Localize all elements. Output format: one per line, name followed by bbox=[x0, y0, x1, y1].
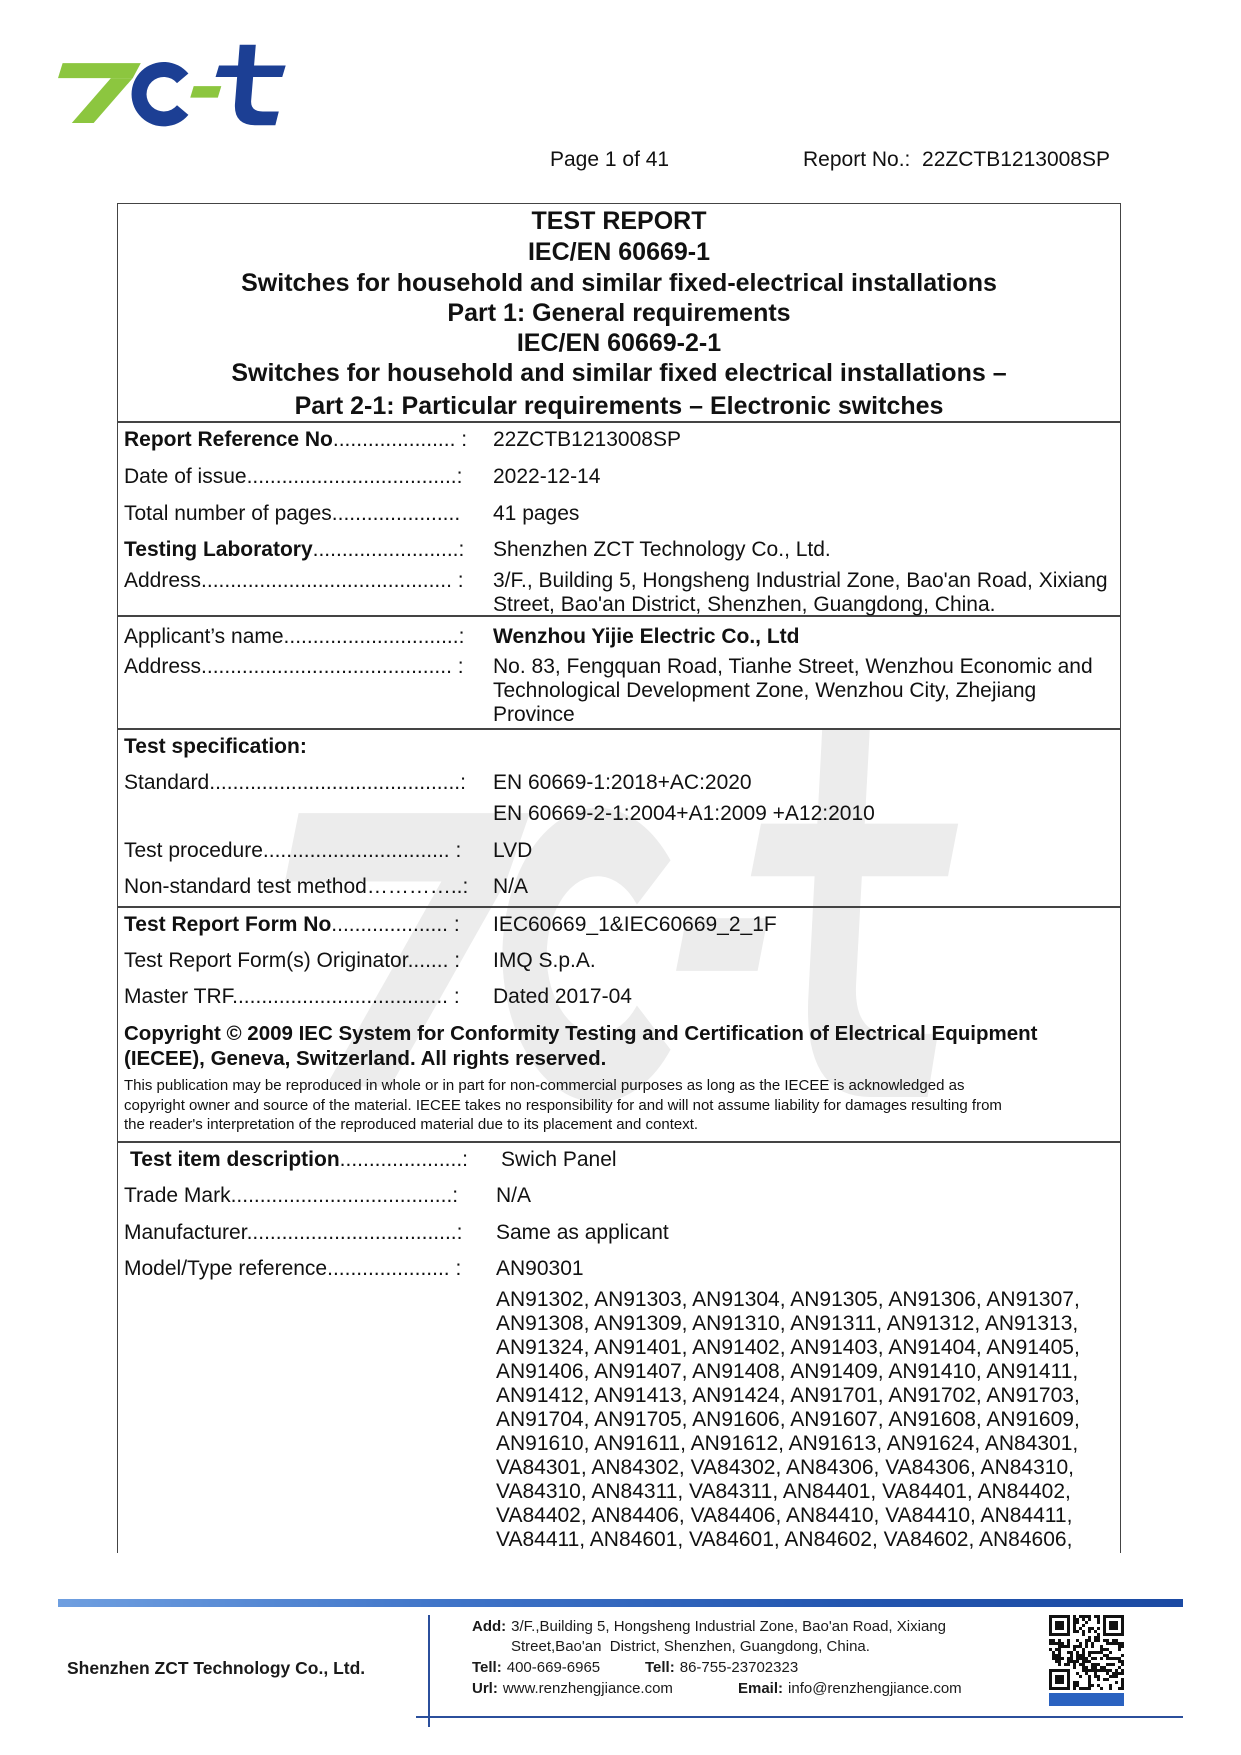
notice-line: the reader's interpretation of the reproduced material due to its placement and context. bbox=[124, 1116, 699, 1133]
footer-bar bbox=[58, 1599, 1183, 1607]
address-line: Province bbox=[493, 703, 575, 726]
field-leader: ....................................: bbox=[246, 465, 463, 488]
field-label: Testing Laboratory bbox=[124, 538, 313, 561]
field-value: Dated 2017-04 bbox=[493, 985, 632, 1008]
divider bbox=[117, 1141, 1121, 1143]
trade-mark-row bbox=[124, 1184, 1114, 1208]
copyright-line: Copyright © 2009 IEC System for Conformity Testing and Certification of Electrical Equipment bbox=[124, 1022, 1038, 1045]
footer-url[interactable] bbox=[472, 1679, 673, 1699]
field-label: Master TRF bbox=[124, 985, 233, 1008]
field-leader: ...........................................: bbox=[209, 771, 466, 794]
footer-phone-1 bbox=[472, 1658, 600, 1678]
field-value: Same as applicant bbox=[496, 1221, 669, 1244]
model-line: VA84310, AN84311, VA84311, AN84401, VA84401, AN84402, bbox=[496, 1480, 1071, 1503]
applicant-address-row bbox=[124, 655, 1114, 726]
master-trf-row bbox=[124, 985, 1114, 1009]
field-value: Wenzhou Yijie Electric Co., Ltd bbox=[493, 625, 800, 648]
model-reference-row bbox=[124, 1257, 1114, 1281]
field-leader: ........................................... : bbox=[201, 655, 464, 678]
model-line: AN91302, AN91303, AN91304, AN91305, AN91306, AN91307, bbox=[496, 1288, 1080, 1311]
field-value: AN90301 bbox=[496, 1257, 584, 1280]
field-value: 41 pages bbox=[493, 502, 580, 525]
url-value[interactable]: www.renzhengjiance.com bbox=[502, 1680, 673, 1697]
field-leader: ........................................... : bbox=[201, 569, 464, 592]
field-label: Total number of pages bbox=[124, 502, 332, 525]
field-label: Trade Mark bbox=[124, 1184, 231, 1207]
divider bbox=[117, 421, 1121, 423]
field-value: LVD bbox=[493, 839, 533, 862]
field-label: Address bbox=[124, 569, 202, 592]
phone-label: Tell: bbox=[645, 1659, 675, 1676]
qr-caption-band bbox=[1049, 1693, 1124, 1706]
testing-laboratory-row bbox=[124, 538, 1114, 562]
model-line: AN91324, AN91401, AN91402, AN91403, AN91404, AN91405, bbox=[496, 1336, 1080, 1359]
field-value: IMQ S.p.A. bbox=[493, 949, 596, 972]
model-line: VA84411, AN84601, VA84601, AN84602, VA84602, AN84606, bbox=[496, 1528, 1073, 1551]
field-label: Report Reference No bbox=[124, 428, 333, 451]
address-line: 3/F., Building 5, Hongsheng Industrial Zone, Bao'an Road, Xixiang bbox=[493, 569, 1108, 592]
field-leader: ................................ : bbox=[262, 839, 462, 862]
email-label: Email: bbox=[738, 1680, 784, 1697]
page-number: Page 1 of 41 bbox=[550, 148, 670, 171]
field-label: Manufacturer bbox=[124, 1221, 247, 1244]
phone-value: 86-755-23702323 bbox=[679, 1659, 799, 1676]
field-value: Swich Panel bbox=[501, 1148, 617, 1171]
field-label: Model/Type reference bbox=[124, 1257, 328, 1280]
total-pages-row bbox=[124, 502, 1114, 526]
model-line: AN91406, AN91407, AN91408, AN91409, AN91410, AN91411, bbox=[496, 1360, 1079, 1383]
email-value[interactable]: info@renzhengjiance.com bbox=[788, 1680, 962, 1697]
non-standard-method-row bbox=[124, 875, 1114, 899]
field-label: Date of issue bbox=[124, 465, 247, 488]
address-line: Technological Development Zone, Wenzhou City, Zhejiang bbox=[493, 679, 1037, 702]
field-label: Address bbox=[124, 655, 202, 678]
address-line: Street, Bao'an District, Shenzhen, Guangdong, China. bbox=[493, 593, 996, 616]
field-leader: ..................... : bbox=[332, 428, 468, 451]
phone-value: 400-669-6965 bbox=[506, 1659, 601, 1676]
field-leader: …………..: bbox=[366, 875, 469, 898]
report-reference-row bbox=[124, 428, 1114, 452]
field-leader: ....... : bbox=[407, 949, 461, 972]
field-leader: ...................... bbox=[331, 502, 461, 525]
copyright-line: (IECEE), Geneva, Switzerland. All rights reserved. bbox=[124, 1047, 607, 1070]
model-line: AN91412, AN91413, AN91424, AN91701, AN91702, AN91703, bbox=[496, 1384, 1080, 1407]
field-value: IEC60669_1&IEC60669_2_1F bbox=[493, 913, 777, 936]
report-number: Report No.: 22ZCTB1213008SP bbox=[803, 148, 1111, 171]
standard-value: EN 60669-2-1:2004+A1:2009 +A12:2010 bbox=[493, 802, 875, 825]
address-label: Add: bbox=[472, 1618, 507, 1635]
divider bbox=[117, 906, 1121, 908]
url-label: Url: bbox=[472, 1680, 498, 1697]
copyright-statement bbox=[124, 1021, 1037, 1071]
model-line: VA84402, AN84406, VA84406, AN84410, VA84410, AN84411, bbox=[496, 1504, 1073, 1527]
field-label: Test item description bbox=[130, 1148, 340, 1171]
model-line: AN91308, AN91309, AN91310, AN91311, AN91312, AN91313, bbox=[496, 1312, 1079, 1335]
footer-email[interactable] bbox=[738, 1679, 962, 1699]
phone-label: Tell: bbox=[472, 1659, 502, 1676]
field-leader: ....................................: bbox=[246, 1221, 463, 1244]
standard-value: EN 60669-1:2018+AC:2020 bbox=[493, 771, 752, 794]
standard-title-2: IEC/EN 60669-2-1 bbox=[516, 329, 722, 357]
address-line: No. 83, Fengquan Road, Tianhe Street, Wenzhou Economic and bbox=[493, 655, 1093, 678]
zct-logo-icon bbox=[58, 40, 288, 130]
field-label: Test Report Form No bbox=[124, 913, 332, 936]
footer-phone-2 bbox=[645, 1658, 798, 1678]
qr-code-icon[interactable] bbox=[1049, 1615, 1124, 1690]
standard-part-2: Part 2-1: Particular requirements – Electronic switches bbox=[294, 392, 944, 420]
footer-divider bbox=[428, 1615, 430, 1727]
field-label: Standard bbox=[124, 771, 210, 794]
field-leader: .....................: bbox=[339, 1148, 469, 1171]
field-value: 22ZCTB1213008SP bbox=[493, 428, 681, 451]
field-value: N/A bbox=[493, 875, 529, 898]
field-label: Test procedure bbox=[124, 839, 263, 862]
applicant-name-row bbox=[124, 625, 1114, 649]
model-line: AN91610, AN91611, AN91612, AN91613, AN91624, AN84301, bbox=[496, 1432, 1079, 1455]
test-item-description-row bbox=[130, 1148, 1120, 1172]
footer-address-line-2: Street,Bao'an District, Shenzhen, Guangdong, China. bbox=[511, 1638, 870, 1655]
standard-row bbox=[124, 771, 1114, 825]
field-value bbox=[493, 655, 1093, 727]
footer-address-line bbox=[472, 1617, 946, 1637]
lab-address-row bbox=[124, 569, 1114, 616]
field-value: Shenzhen ZCT Technology Co., Ltd. bbox=[493, 538, 831, 561]
footer-company: Shenzhen ZCT Technology Co., Ltd. bbox=[67, 1658, 366, 1678]
field-leader: ..................................... : bbox=[232, 985, 460, 1008]
model-line: AN91704, AN91705, AN91606, AN91607, AN91608, AN91609, bbox=[496, 1408, 1080, 1431]
field-leader: ..............................: bbox=[283, 625, 465, 648]
notice-line: copyright owner and source of the material. IECEE takes no responsibility for and will not assume liability for damages resulting from bbox=[124, 1096, 1002, 1114]
field-leader: ..................... : bbox=[327, 1257, 462, 1280]
trf-number-row bbox=[124, 913, 1114, 937]
field-value: N/A bbox=[496, 1184, 532, 1207]
field-leader: .........................: bbox=[312, 538, 465, 561]
field-leader: .................... : bbox=[331, 913, 460, 936]
model-list bbox=[496, 1288, 1080, 1552]
standard-title: IEC/EN 60669-1 bbox=[527, 238, 711, 266]
test-procedure-row bbox=[124, 839, 1114, 863]
manufacturer-row bbox=[124, 1221, 1114, 1245]
address-value: 3/F.,Building 5, Hongsheng Industrial Zone, Bao'an Road, Xixiang bbox=[511, 1618, 946, 1635]
field-label: Non-standard test method bbox=[124, 875, 367, 898]
copyright-notice bbox=[124, 1076, 1002, 1135]
field-label: Test Report Form(s) Originator bbox=[124, 949, 408, 972]
divider bbox=[117, 728, 1121, 730]
field-leader: ......................................: bbox=[230, 1184, 459, 1207]
standard-subtitle: Switches for household and similar fixed-electrical installations bbox=[241, 269, 997, 297]
standard-subtitle-2: Switches for household and similar fixed electrical installations – bbox=[231, 359, 1007, 387]
model-line: VA84301, AN84302, VA84302, AN84306, VA84306, AN84310, bbox=[496, 1456, 1074, 1479]
footer-rule bbox=[416, 1716, 1183, 1718]
field-label: Applicant’s name bbox=[124, 625, 284, 648]
date-of-issue-row bbox=[124, 465, 1114, 489]
trf-originator-row bbox=[124, 949, 1114, 973]
report-title: TEST REPORT bbox=[531, 207, 707, 235]
standard-part: Part 1: General requirements bbox=[447, 299, 791, 327]
field-value: 2022-12-14 bbox=[493, 465, 601, 488]
test-specification-heading bbox=[124, 735, 1114, 759]
notice-line: This publication may be reproduced in whole or in part for non-commercial purposes as long as the IECEE is acknowledged as bbox=[124, 1077, 965, 1094]
field-value bbox=[493, 569, 1108, 617]
section-heading: Test specification: bbox=[124, 735, 307, 758]
field-value bbox=[493, 771, 875, 826]
